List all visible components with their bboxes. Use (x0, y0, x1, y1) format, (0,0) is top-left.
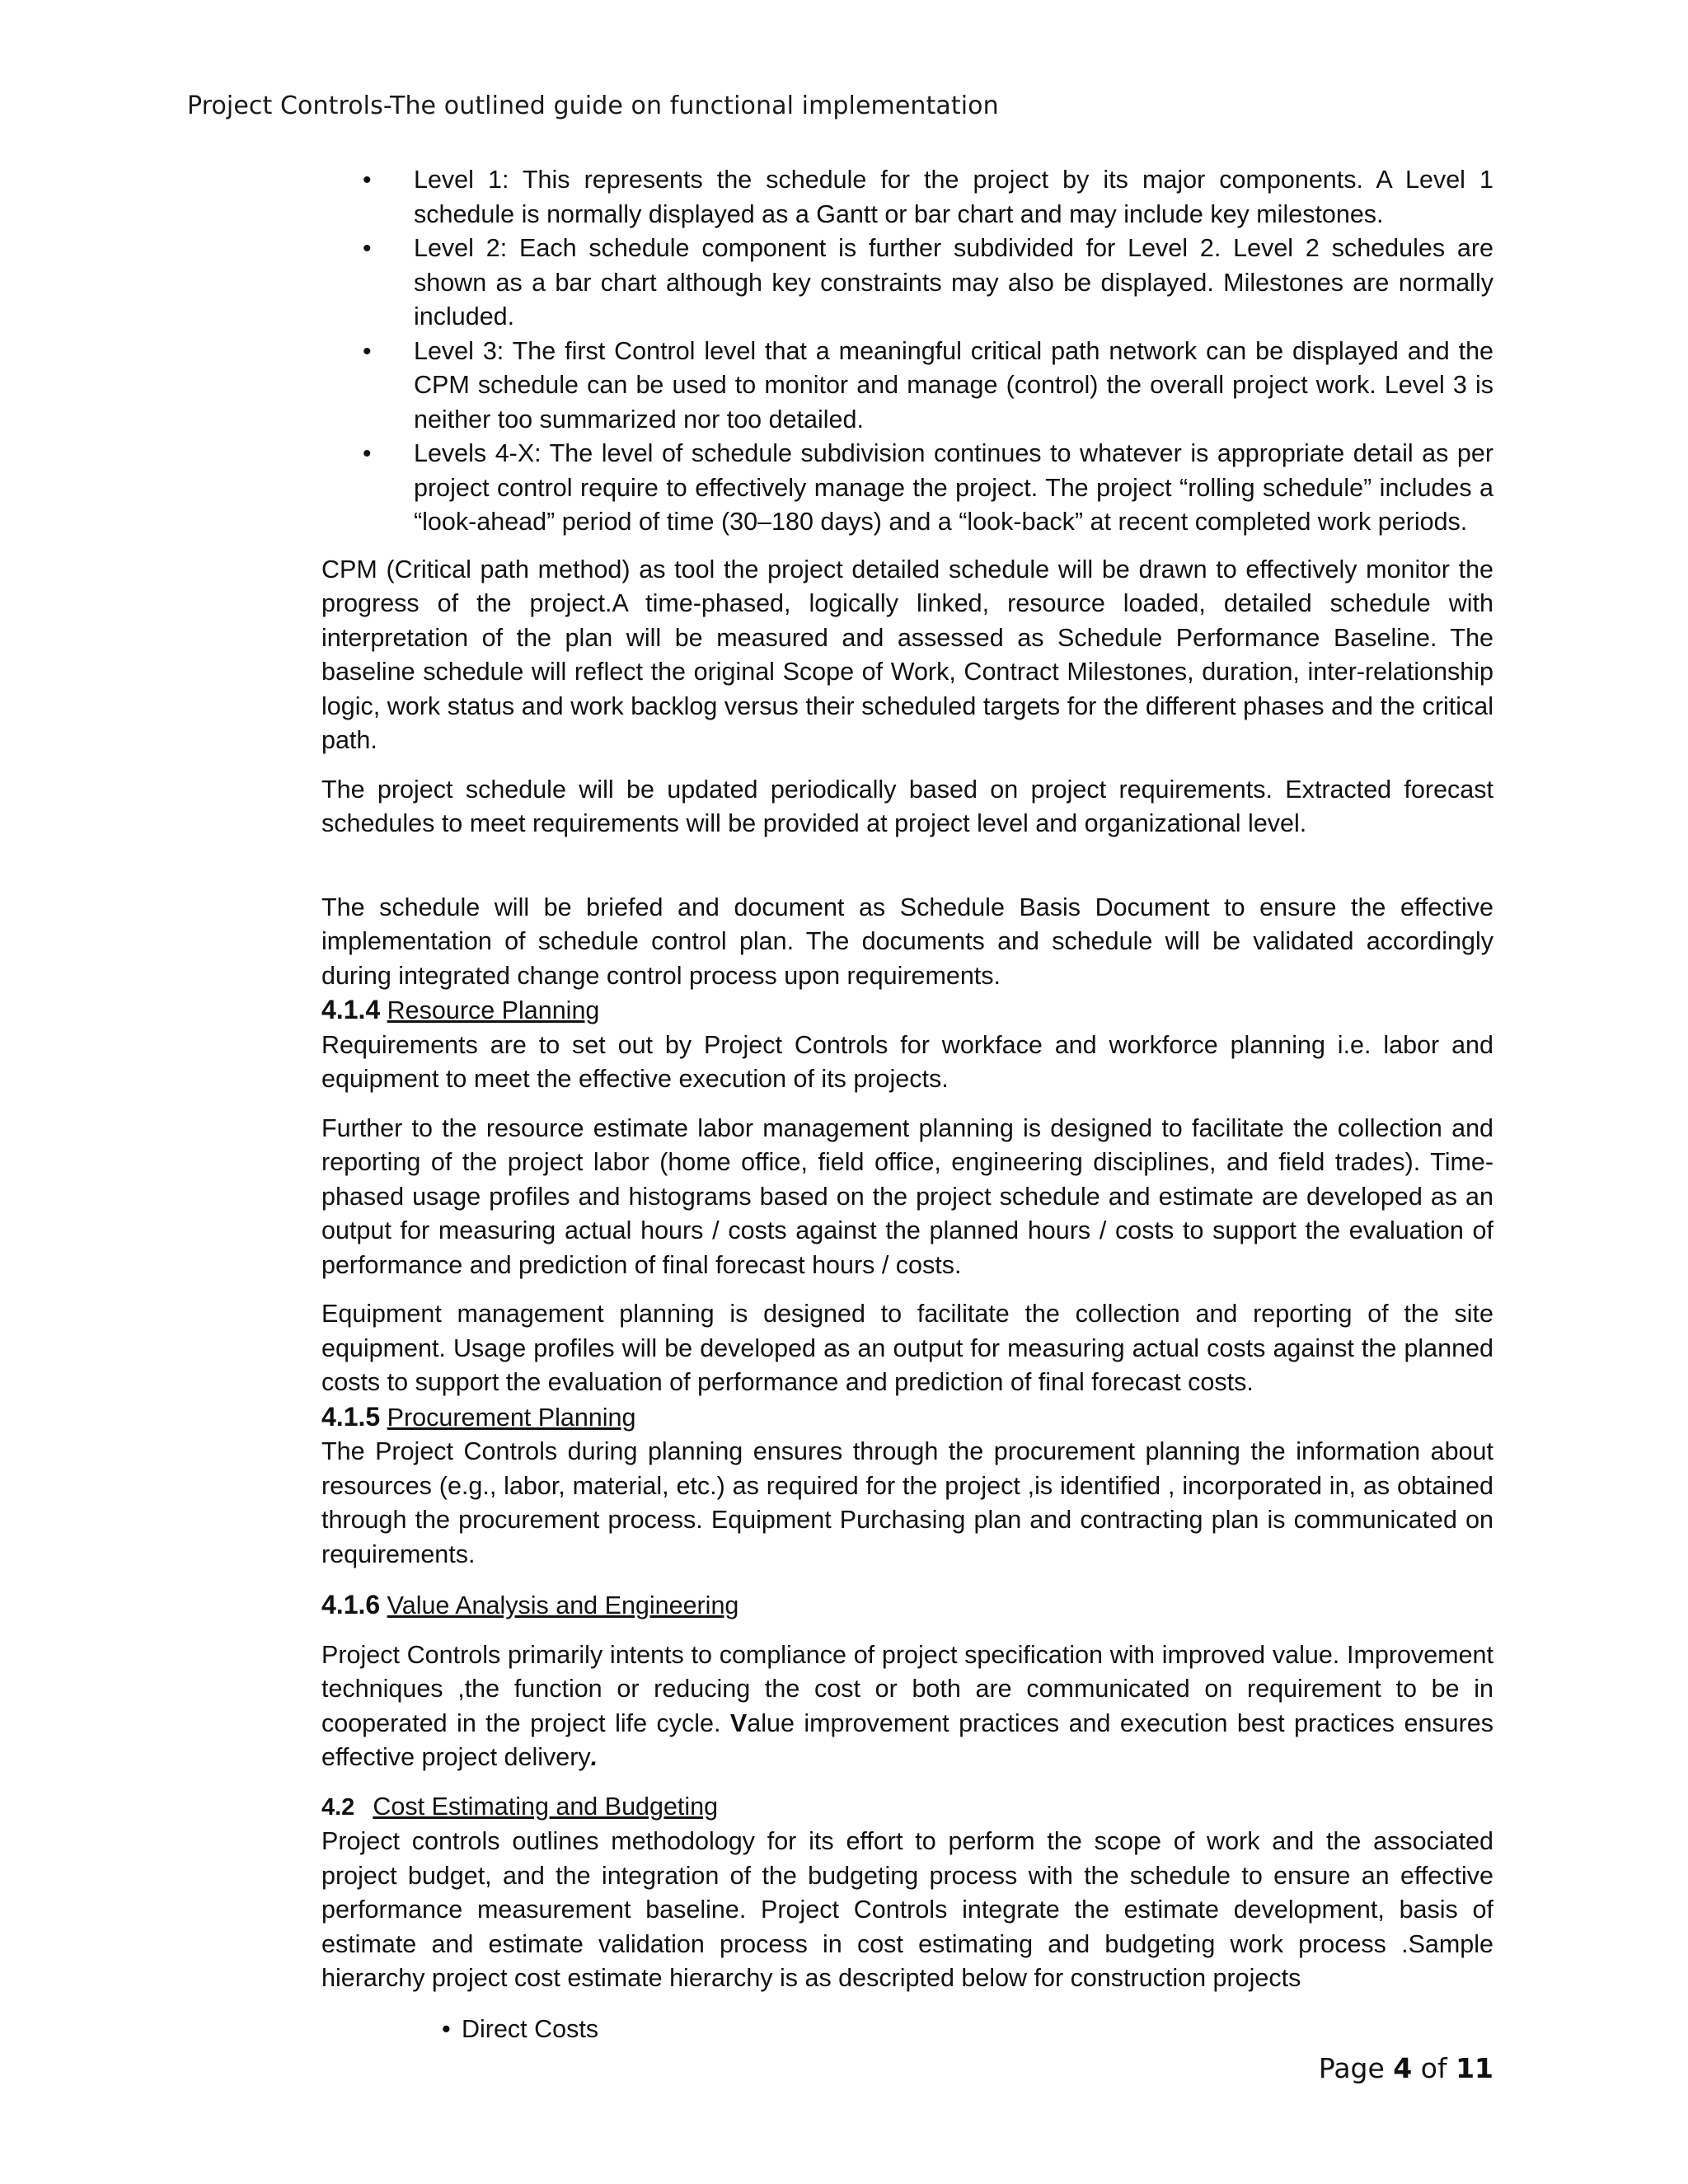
cost-hierarchy-list (321, 2013, 1493, 2047)
page-footer (1319, 2052, 1493, 2084)
section-title: Procurement Planning (387, 1403, 636, 1432)
list-item-levels-4-x: • Levels 4-X: The level of schedule subdivision continues to whatever is appropriate detail as per project control require to effectively manage the project. The project “rolling schedule” includes a “look-ahead” period of time (30–180 days) and a “look-back” at recent completed work periods. (414, 437, 1493, 540)
page-of-label: of (1412, 2052, 1456, 2084)
list-item: • Direct Costs (462, 2013, 1493, 2047)
cpm-paragraph: CPM (Critical path method) as tool the project detailed schedule will be drawn to effectively monitor the progress of the project.A time-phased, logically linked, resource loaded, detailed schedule with interpretation of the plan will be measured and assessed as Schedule Performance Baseline. The baseline schedule will reflect the original Scope of Work, Contract Milestones, duration, inter-relationship logic, work status and work backlog versus their scheduled targets for the different phases and the critical path. (321, 555, 1493, 754)
section-title: Resource Planning (387, 996, 600, 1024)
page-total: 11 (1456, 2052, 1493, 2084)
value-text-end: . (590, 1743, 598, 1771)
value-text-part-1: Project Controls primarily intents to compliance of project specification with improved value. Improvement techniques ,the function or reducing the cost or both are communicated on requirement to be in cooperated in the project life cycle. (321, 1640, 1493, 1737)
value-text-part-2: alue improvement practices and execution best practices ensures effective project delivery (321, 1708, 1493, 1771)
schedule-levels-list (321, 163, 1493, 540)
value-paragraph (321, 1638, 1493, 1775)
page-number: 4 (1393, 2052, 1413, 2084)
resource-paragraph-1: Requirements are to set out by Project Controls for workface and workforce planning i.e. labor and equipment to meet the effective execution of its projects. (321, 1030, 1493, 1093)
resource-paragraph-2: Further to the resource estimate labor management planning is designed to facilitate the collection and reporting of the project labor (home office, field office, engineering disciplines, and field trades). Time-phased usage profiles and histograms based on the project schedule and estimate are developed as an output for measuring actual hours / costs against the planned hours / costs to support the evaluation of performance and prediction of final forecast hours / costs. (321, 1113, 1493, 1279)
value-text-bold: V (729, 1708, 748, 1737)
schedule-update-paragraph: The project schedule will be updated periodically based on project requirements. Extracted forecast schedules to meet requirements will be provided at project level and organizational level. (321, 775, 1493, 837)
section-number: 4.1.4 (321, 995, 381, 1024)
cost-paragraph: Project controls outlines methodology for its effort to perform the scope of work and the associated project budget, and the integration of the budgeting process with the schedule to ensure an effective performance measurement baseline. Project Controls integrate the estimate development, basis of estimate and estimate validation process in cost estimating and budgeting work process .Sample hierarchy project cost estimate hierarchy is as descripted below for construction projects (321, 1827, 1493, 1992)
list-item-level-3: • Level 3: The first Control level that a meaningful critical path network can be displayed and the CPM schedule can be used to monitor and manage (control) the overall project work. Level 3 is neither too summarized nor too detailed. (414, 335, 1493, 438)
section-number: 4.2 (321, 1793, 355, 1821)
section-title: Cost Estimating and Budgeting (373, 1792, 719, 1821)
section-heading-cost-estimating (321, 1790, 1493, 1825)
list-item-level-1: • Level 1: This represents the schedule for the project by its major components. A Level 1 schedule is normally displayed as a Gantt or bar chart and may include key milestones. (414, 163, 1493, 232)
resource-paragraph-3: Equipment management planning is designed to facilitate the collection and reporting of the site equipment. Usage profiles will be developed as an output for measuring actual costs against the planned costs to support the evaluation of performance and prediction of final forecast costs. (321, 1300, 1493, 1396)
page-label: Page (1318, 2052, 1394, 2084)
running-header: Project Controls-The outlined guide on functional implementation (187, 91, 999, 120)
section-heading-procurement-planning (321, 1400, 1493, 1436)
list-item-level-2: • Level 2: Each schedule component is further subdivided for Level 2. Level 2 schedules are shown as a bar chart although key constraints may also be displayed. Milestones are normally included. (414, 232, 1493, 335)
schedule-basis-paragraph: The schedule will be briefed and document as Schedule Basis Document to ensure the effective implementation of schedule control plan. The documents and schedule will be validated accordingly during integrated change control process upon requirements. (321, 893, 1493, 990)
procurement-paragraph: The Project Controls during planning ensures through the procurement planning the information about resources (e.g., labor, material, etc.) as required for the project ,is identified , incorporated in, as obtained through the procurement process. Equipment Purchasing plan and contracting plan is communicated on requirements. (321, 1437, 1493, 1568)
section-title: Value Analysis and Engineering (387, 1591, 739, 1619)
section-number: 4.1.6 (321, 1590, 381, 1619)
section-heading-resource-planning (321, 993, 1493, 1029)
section-heading-value-analysis (321, 1588, 1493, 1624)
section-number: 4.1.5 (321, 1401, 381, 1432)
page-content (321, 163, 1493, 2046)
